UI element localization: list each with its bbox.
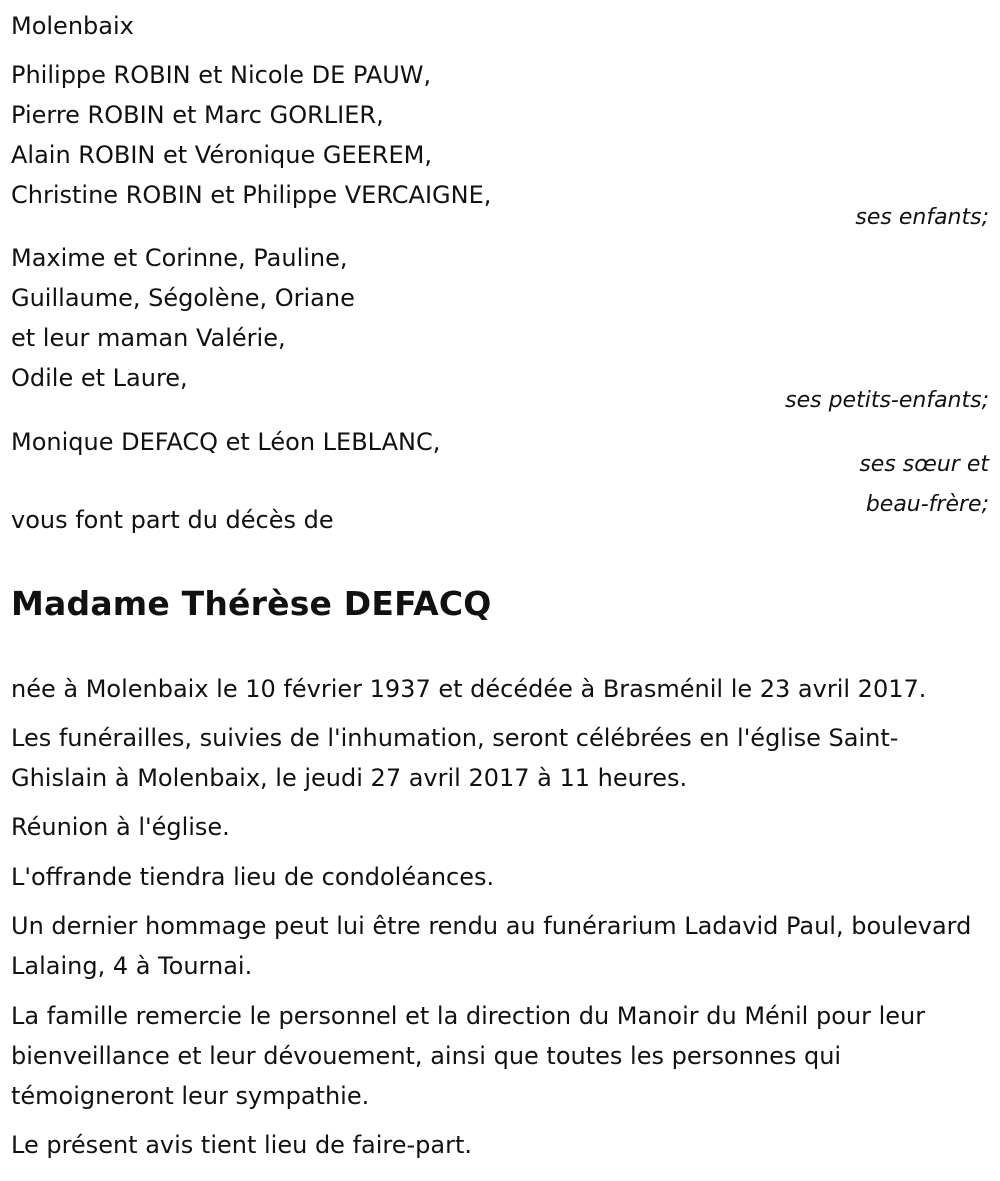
announcement-text: vous font part du décès de bbox=[11, 506, 334, 534]
deceased-name: Madame Thérèse DEFACQ bbox=[11, 584, 492, 623]
offering-paragraph: L'offrande tiendra lieu de condoléances. bbox=[11, 863, 495, 891]
grandchildren-line: Odile et Laure, bbox=[11, 364, 188, 392]
thanks-paragraph: La famille remercie le personnel et la direction du Manoir du Ménil pour leur bienveillance et leur dévouement, ainsi que toutes les personnes qui témoigneront leur sympathie. bbox=[11, 1002, 926, 1110]
meeting-paragraph: Réunion à l'église. bbox=[11, 813, 230, 841]
children-line: Pierre ROBIN et Marc GORLIER, bbox=[11, 101, 384, 129]
children-line: Christine ROBIN et Philippe VERCAIGNE, bbox=[11, 181, 492, 209]
tribute-paragraph: Un dernier hommage peut lui être rendu au funérarium Ladavid Paul, boulevard Lalaing, 4 à Tournai. bbox=[11, 912, 972, 980]
grandchildren-list bbox=[11, 238, 355, 398]
siblings-line: Monique DEFACQ et Léon LEBLANC, bbox=[11, 428, 441, 456]
grandchildren-line: Guillaume, Ségolène, Oriane bbox=[11, 284, 355, 312]
siblings-label-line1: ses sœur et bbox=[859, 452, 989, 477]
grandchildren-line: Maxime et Corinne, Pauline, bbox=[11, 244, 348, 272]
grandchildren-label: ses petits-enfants; bbox=[785, 388, 989, 413]
birth-death-paragraph: née à Molenbaix le 10 février 1937 et décédée à Brasménil le 23 avril 2017. bbox=[11, 675, 927, 703]
children-line: Alain ROBIN et Véronique GEEREM, bbox=[11, 141, 432, 169]
place-heading: Molenbaix bbox=[11, 12, 134, 40]
children-line: Philippe ROBIN et Nicole DE PAUW, bbox=[11, 61, 432, 89]
grandchildren-line: et leur maman Valérie, bbox=[11, 324, 286, 352]
children-label: ses enfants; bbox=[855, 205, 989, 230]
children-list bbox=[11, 55, 491, 215]
siblings-label-line2: beau-frère; bbox=[865, 492, 989, 517]
notice-paragraph: Le présent avis tient lieu de faire-part. bbox=[11, 1131, 473, 1159]
funeral-paragraph: Les funérailles, suivies de l'inhumation, seront célébrées en l'église Saint-Ghislain à Molenbaix, le jeudi 27 avril 2017 à 11 heures. bbox=[11, 724, 899, 792]
